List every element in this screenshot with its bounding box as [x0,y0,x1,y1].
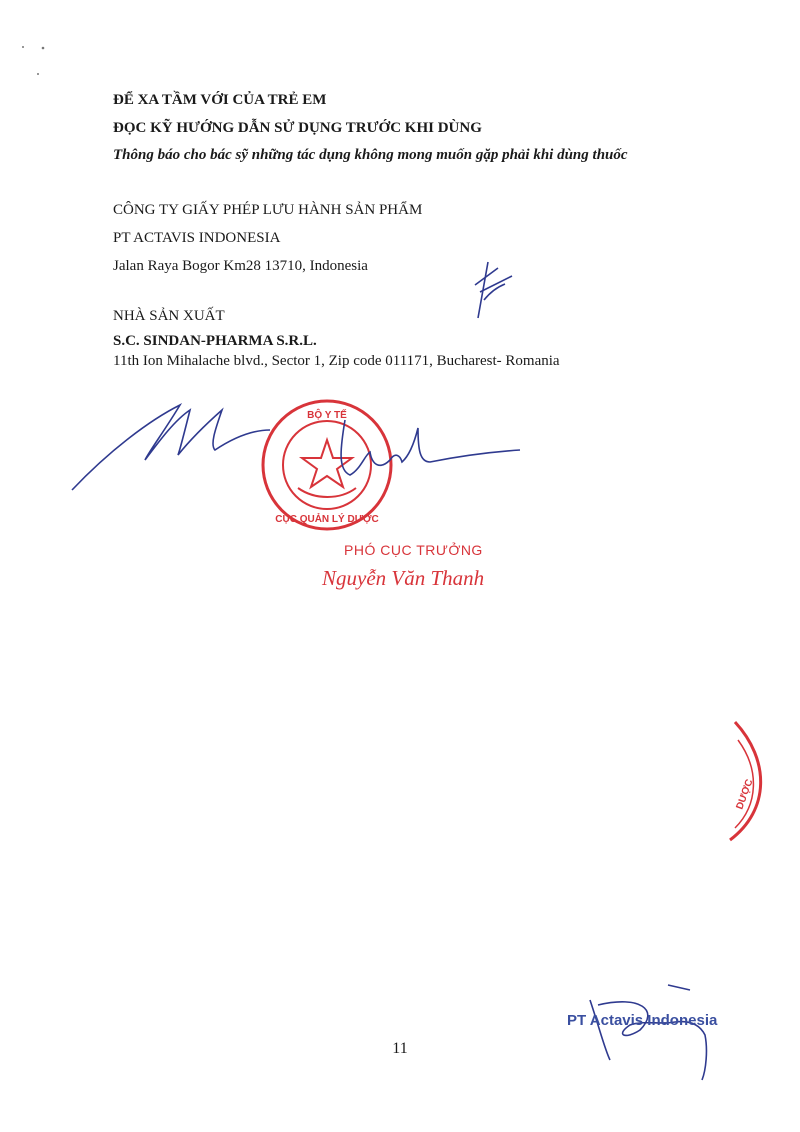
partial-seal-right [730,722,761,840]
signature-bottom-right [590,985,706,1080]
company-stamp-text: PT Actavis Indonesia [567,1012,718,1029]
seal-ring-text-bottom: CỤC QUẢN LÝ DƯỢC [275,514,379,525]
manufacturer-heading: NHÀ SẢN XUẤT [113,308,225,324]
manufacturer-address: 11th Ion Mihalache blvd., Sector 1, Zip code 011171, Bucharest- Romania [113,353,560,369]
stamp-title: PHÓ CỤC TRƯỞNG [344,542,483,558]
partial-seal-text: DƯỢC [734,777,756,812]
initials-signature [475,262,512,318]
manufacturer-name: S.C. SINDAN-PHARMA S.R.L. [113,333,317,349]
license-holder-address: Jalan Raya Bogor Km28 13710, Indonesia [113,258,368,274]
warning-report-side-effects: Thông báo cho bác sỹ những tác dụng không mong muốn gặp phải khi dùng thuốc [113,147,628,163]
warning-read-instructions: ĐỌC KỸ HƯỚNG DẪN SỬ DỤNG TRƯỚC KHI DÙNG [113,120,482,136]
license-holder-heading: CÔNG TY GIẤY PHÉP LƯU HÀNH SẢN PHẨM [113,202,423,218]
signature-left [72,405,270,490]
license-holder-name: PT ACTAVIS INDONESIA [113,230,281,246]
stamp-official-name: Nguyễn Văn Thanh [322,566,485,590]
warning-keep-away: ĐỂ XA TẦM VỚI CỦA TRẺ EM [113,92,327,108]
seal-ring-text-top: BỘ Y TẾ [307,410,347,421]
page-number: 11 [392,1040,408,1057]
official-seal [263,401,391,529]
scan-specks [22,46,44,75]
